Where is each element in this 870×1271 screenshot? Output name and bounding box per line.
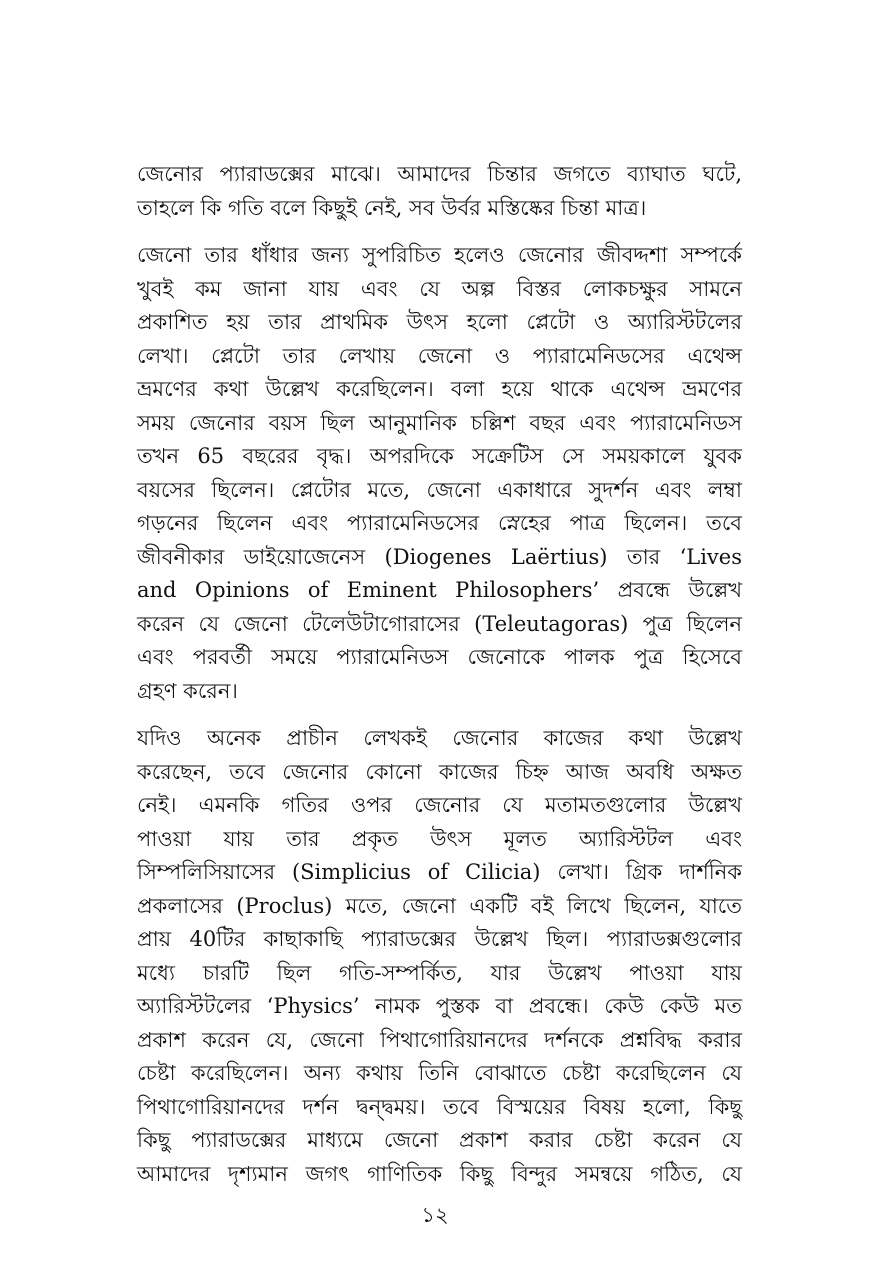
- text-line: ভ্রমণের কথা উল্লেখ করেছিলেন। বলা হয়ে থাকে এথেন্স ভ্রমণের: [137, 377, 742, 401]
- text-line: তখন 65 বছরের বৃদ্ধ। অপরদিকে সক্রেটিস সে সময়কালে যুবক: [137, 444, 742, 468]
- page-number: ১২: [421, 1203, 449, 1227]
- text-line: প্রকলাসের (Proclus) মতে, জেনো একটি বই লিখে ছিলেন, যাতে: [137, 893, 742, 918]
- text-line: সময় জেনোর বয়স ছিল আনুমানিক চল্লিশ বছর এবং প্যারামেনিডস: [137, 410, 742, 435]
- page-body: [137, 158, 742, 1191]
- text-line: গড়নের ছিলেন এবং প্যারামেনিডসের স্নেহের পাত্র ছিলেন। তবে: [137, 511, 742, 535]
- text-line: জেনোর প্যারাডক্সের মাঝে। আমাদের চিন্তার জগতে ব্যাঘাত ঘটে,: [137, 162, 742, 186]
- text-line: তাহলে কি গতি বলে কিছুই নেই, সব উর্বর মস্তিষ্কের চিন্তা মাত্র।: [137, 195, 647, 220]
- text-line: মধ্যে চারটি ছিল গতি-সম্পর্কিত, যার উল্লেখ পাওয়া যায়: [137, 960, 742, 985]
- text-line: and Opinions of Eminent Philosophers’ প্রবন্ধে উল্লেখ: [137, 578, 742, 602]
- text-line: করেন যে জেনো টেলেউটাগোরাসের (Teleutagoras) পুত্র ছিলেন: [137, 611, 742, 636]
- text-line: জেনো তার ধাঁধার জন্য সুপরিচিত হলেও জেনোর জীবদ্দশা সম্পর্কে: [137, 243, 742, 267]
- text-line: খুবই কম জানা যায় এবং যে অল্প বিস্তর লোকচক্ষুর সামনে: [137, 276, 742, 301]
- text-line: করেছেন, তবে জেনোর কোনো কাজের চিহ্ন আজ অবধি অক্ষত: [137, 759, 742, 784]
- text-line: যদিও অনেক প্রাচীন লেখকই জেনোর কাজের কথা উল্লেখ: [137, 726, 742, 750]
- paragraph: [137, 239, 742, 708]
- text-line: জীবনীকার ডাইয়োজেনেস (Diogenes Laërtius) তার ‘Lives: [137, 544, 742, 569]
- text-line: পিথাগোরিয়ানদের দর্শন দ্বন্দ্বময়। তবে বিস্ময়ের বিষয় হলো, কিছু: [137, 1094, 742, 1119]
- text-line: এবং পরবর্তী সময়ে প্যারামেনিডস জেনোকে পালক পুত্র হিসেবে: [137, 645, 742, 669]
- text-line: লেখা। প্লেটো তার লেখায় জেনো ও প্যারামেনিডসের এথেন্স: [137, 343, 742, 368]
- text-line: বয়সের ছিলেন। প্লেটোর মতে, জেনো একাধারে সুদর্শন এবং লম্বা: [137, 477, 742, 502]
- paragraph: [137, 158, 742, 225]
- text-line: নেই। এমনকি গতির ওপর জেনোর যে মতামতগুলোর উল্লেখ: [137, 793, 742, 817]
- text-line: প্রকাশিত হয় তার প্রাথমিক উৎস হলো প্লেটো ও অ্যারিস্টটলের: [137, 310, 742, 334]
- text-line: আমাদের দৃশ্যমান জগৎ গাণিতিক কিছু বিন্দুর সমন্বয়ে গঠিত, যে: [137, 1161, 742, 1186]
- text-line: সিম্পলিসিয়াসের (Simplicius of Cilicia) লেখা। গ্রিক দার্শনিক: [137, 860, 742, 884]
- text-line: অ্যারিস্টটলের ‘Physics’ নামক পুস্তক বা প্রবন্ধে। কেউ কেউ মত: [137, 994, 742, 1018]
- text-line: গ্রহণ করেন।: [137, 678, 238, 703]
- text-line: পাওয়া যায় তার প্রকৃত উৎস মূলত অ্যারিস্টটল এবং: [137, 826, 742, 851]
- paragraph: [137, 722, 742, 1191]
- text-line: কিছু প্যারাডক্সের মাধ্যমে জেনো প্রকাশ করার চেষ্টা করেন যে: [137, 1128, 742, 1152]
- text-line: চেষ্টা করেছিলেন। অন্য কথায় তিনি বোঝাতে চেষ্টা করেছিলেন যে: [137, 1061, 742, 1085]
- text-line: প্রকাশ করেন যে, জেনো পিথাগোরিয়ানদের দর্শনকে প্রশ্নবিদ্ধ করার: [137, 1027, 742, 1052]
- text-line: প্রায় 40টির কাছাকাছি প্যারাডক্সের উল্লেখ ছিল। প্যারাডক্সগুলোর: [137, 927, 742, 951]
